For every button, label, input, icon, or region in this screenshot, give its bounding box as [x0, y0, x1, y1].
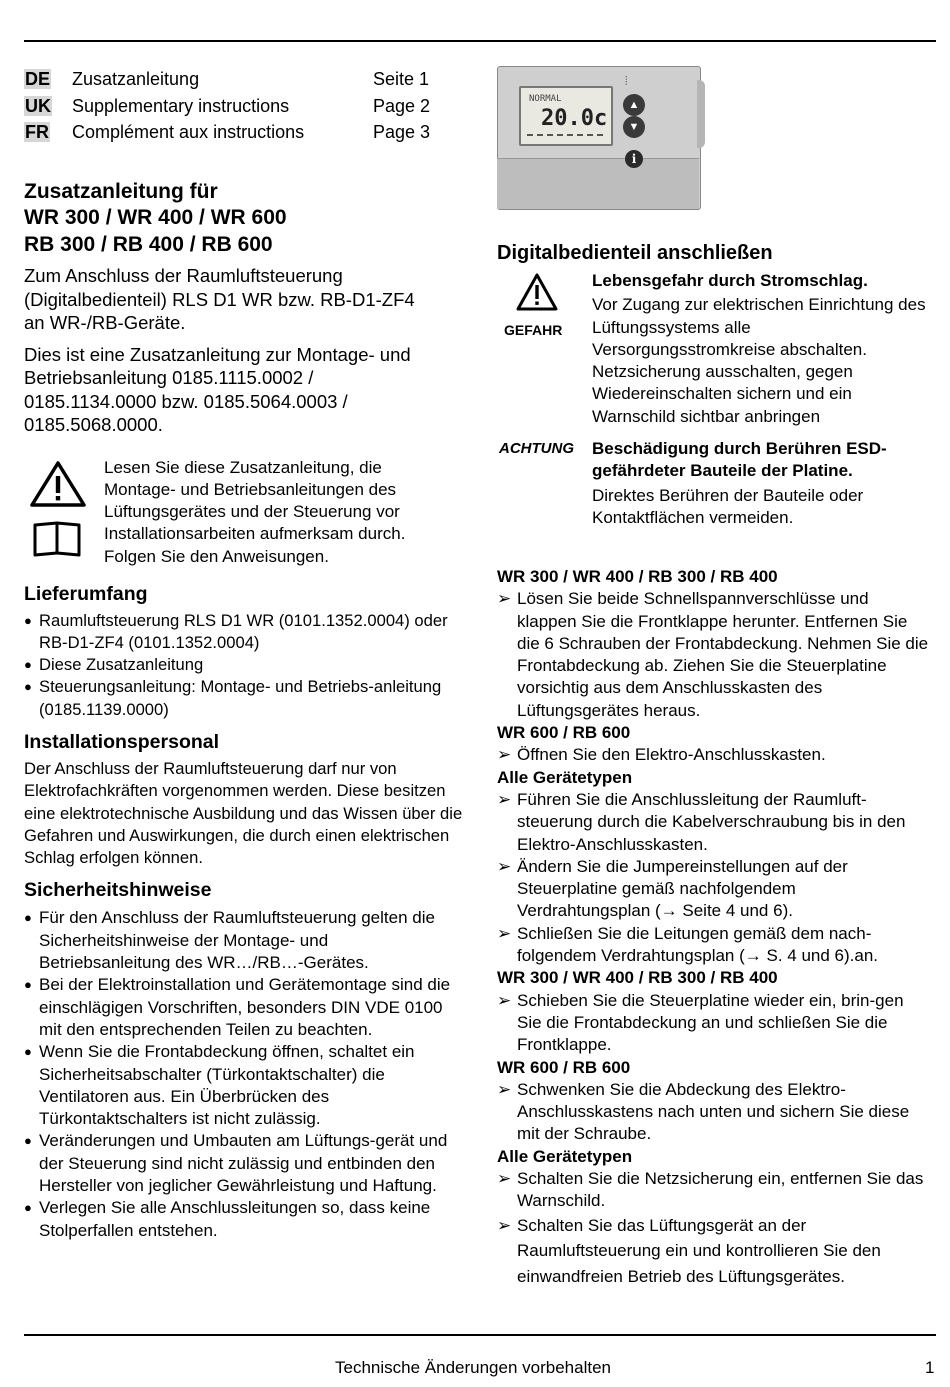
lieferumfang-heading: Lieferumfang	[24, 582, 148, 605]
language-label: Complément aux instructions	[72, 122, 305, 142]
step-item: ➢ Ändern Sie die Jumpereinstellungen auf der Steuerplatine gemäß nachfolgendem Verdrahtungsplan (→ Seite 4 und 6).	[497, 856, 848, 921]
step-item: ➢ Lösen Sie beide Schnellspannverschlüsse und klappen Sie die Frontklappe herunter. Entfernen Sie die 6 Schrauben der Frontabdeckung. Nehmen Sie die Frontabdeckung ab. Ziehen Sie die Steuerplatine vorsichtig aus dem Anschlusskasten des Lüftungsgerätes heraus.	[497, 589, 929, 720]
step-item: ➢ Öffnen Sie den Elektro-Anschlusskasten.	[497, 745, 826, 765]
step-list	[497, 1079, 932, 1146]
list-item: ● Für den Anschluss der Raumluftsteuerung gelten die Sicherheitshinweise der Montage- und Betriebsanleitung des WR…/RB…-Gerätes.	[24, 908, 435, 973]
list-item: ● Diese Zusatzanleitung	[24, 655, 204, 675]
language-page: Page 3	[373, 122, 431, 142]
danger-notice	[497, 270, 932, 434]
device-lcd	[519, 86, 613, 146]
warning-triangle-icon	[29, 460, 87, 508]
language-page: Seite 1	[373, 69, 430, 89]
danger-text: Vor Zugang zur elektrischen Einrichtung des Lüftungssystems alle Versorgungsstromkreise abschalten. Netzsicherung ausschalten, gegen Wiedereinschalten sichern und ein Warnschild sichtbar anbringen	[592, 295, 926, 426]
device-info-button[interactable]: i	[625, 150, 643, 168]
top-rule	[24, 40, 936, 42]
step-group-label: Alle Gerätetypen	[497, 1146, 633, 1166]
caution-text: Direktes Berühren der Bauteile oder Kontaktflächen vermeiden.	[592, 485, 864, 527]
language-row-de[interactable]	[24, 66, 464, 93]
list-item: ● Steuerungsanleitung: Montage- und Betriebs-anleitung (0185.1139.0000)	[24, 677, 442, 719]
personal-text: Der Anschluss der Raumluftsteuerung darf nur von Elektrofachkräften vorgenommen werden. Diese besitzen eine elektrotechnische Ausbildung und das Wissen über die Gefahren und Auswirkungen, die durch einen elektrischen Schlag erfolgen können.	[24, 758, 463, 868]
list-item: ● Bei der Elektroinstallation und Gerätemontage sind die einschlägigen Vorschriften, besonders DIN VDE 0100 mit den entsprechenden Teilen zu beachten.	[24, 975, 451, 1039]
step-list	[497, 990, 932, 1057]
intro-paragraph: Dies ist eine Zusatzanleitung zur Montage- und Betriebsanleitung 0185.1115.0002 / 0185.1134.0000 bzw. 0185.5064.0003 / 0185.5068.0000.	[24, 343, 411, 435]
caution-label: ACHTUNG	[499, 440, 574, 457]
language-page: Page 2	[373, 95, 431, 116]
list-item: ● Raumluftsteuerung RLS D1 WR (0101.1352.0004) oder RB-D1-ZF4 (0101.1352.0004)	[24, 610, 448, 652]
device-illustration	[497, 66, 707, 210]
language-table	[24, 66, 464, 146]
safety-list	[24, 907, 456, 1241]
caution-notice	[497, 438, 932, 566]
step-group-label: WR 600 / RB 600	[497, 1057, 631, 1077]
caution-title: Beschädigung durch Berühren ESD-gefährdeter Bauteile der Platine.	[592, 439, 887, 481]
list-item: ● Verlegen Sie alle Anschlussleitungen so, dass keine Stolperfallen entstehen.	[24, 1198, 431, 1240]
list-item: ● Veränderungen und Umbauten am Lüftungs-gerät und der Steuerung sind nicht zulässig und entbinden den Hersteller von jeglicher Gewährleistung und Haftung.	[24, 1131, 448, 1196]
step-group-label: WR 600 / RB 600	[497, 723, 631, 743]
language-code: DE	[25, 69, 51, 89]
step-item: ➢ Schwenken Sie die Abdeckung des Elektro-Anschlusskastens nach unten und sichern Sie diese mit der Schraube.	[497, 1079, 910, 1144]
step-item: ➢ Führen Sie die Anschlussleitung der Raumluft-steuerung durch die Kabelverschraubung bis in den Elektro-Anschlusskasten.	[497, 789, 906, 854]
intro-paragraph: Zum Anschluss der Raumluftsteuerung (Digitalbedienteil) RLS D1 WR bzw. RB-D1-ZF4 an WR-/RB-Geräte.	[24, 265, 415, 333]
language-row-fr[interactable]	[24, 119, 464, 146]
step-item: ➢ Schieben Sie die Steuerplatine wieder ein, brin-gen Sie die Frontabdeckung an und schließen Sie die Frontklappe.	[497, 990, 904, 1055]
list-item: ● Wenn Sie die Frontabdeckung öffnen, schaltet ein Sicherheitsabschalter (Türkontaktschalter) die Ventilatoren aus. Ein Überbrücken des Türkontaktschalters ist nicht zulässig.	[24, 1042, 415, 1129]
right-column	[497, 66, 932, 1289]
device-speaker-icon: ⦙	[625, 74, 628, 88]
step-item: ➢ Schließen Sie die Leitungen gemäß dem nach-folgendem Verdrahtungsplan (→ S. 4 und 6).an.	[497, 923, 879, 966]
warning-triangle-icon	[515, 272, 559, 312]
title-line: RB 300 / RB 400 / RB 600	[24, 232, 273, 256]
connect-heading: Digitalbedienteil anschließen	[497, 242, 773, 264]
step-item: ➢ Schalten Sie das Lüftungsgerät an der Raumluftsteuerung ein und kontrollieren Sie den einwandfreien Betrieb des Lüftungsgerätes.	[497, 1215, 881, 1286]
language-row-uk[interactable]	[24, 93, 464, 120]
device-mode-label: NORMAL	[529, 94, 562, 104]
step-group-label: Alle Gerätetypen	[497, 767, 633, 787]
title-line: WR 300 / WR 400 / WR 600	[24, 206, 287, 229]
danger-content	[592, 270, 927, 428]
language-label: Supplementary instructions	[72, 95, 290, 116]
step-group-label: WR 300 / WR 400 / RB 300 / RB 400	[497, 567, 778, 586]
document-title	[24, 179, 464, 259]
read-notice	[24, 457, 464, 575]
installation-steps	[497, 566, 932, 1289]
language-label: Zusatzanleitung	[72, 69, 200, 89]
safety-heading: Sicherheitshinweise	[24, 879, 212, 902]
danger-title: Lebensgefahr durch Stromschlag.	[592, 271, 868, 290]
personal-heading: Installationspersonal	[24, 730, 220, 753]
page-number: 1	[925, 1358, 935, 1377]
title-line: Zusatzanleitung für	[24, 179, 218, 203]
step-list	[497, 744, 932, 766]
step-item: ➢ Schalten Sie die Netzsicherung ein, entfernen Sie das Warnschild.	[497, 1169, 924, 1211]
read-notice-text: Lesen Sie diese Zusatzanleitung, die Montage- und Betriebsanleitungen des Lüftungsgerätes und der Steuerung vor Installationsarbeiten aufmerksam durch. Folgen Sie den Anweisungen.	[104, 457, 406, 566]
device-up-button[interactable]: ▲	[623, 94, 645, 116]
device-temperature: 20.0c	[541, 106, 608, 131]
step-group-label: WR 300 / WR 400 / RB 300 / RB 400	[497, 968, 778, 988]
manual-book-icon	[31, 519, 83, 559]
left-column	[24, 66, 464, 1242]
language-code: FR	[25, 122, 49, 142]
step-list	[497, 588, 932, 722]
language-code: UK	[25, 95, 51, 116]
lieferumfang-list	[24, 610, 454, 721]
device-down-button[interactable]: ▼	[623, 116, 645, 138]
step-list	[497, 1168, 932, 1289]
footer-note: Technische Änderungen vorbehalten	[335, 1358, 611, 1377]
step-list	[497, 789, 932, 967]
caution-content	[592, 438, 902, 529]
bottom-rule	[24, 1334, 936, 1336]
danger-label: GEFAHR	[504, 322, 563, 338]
